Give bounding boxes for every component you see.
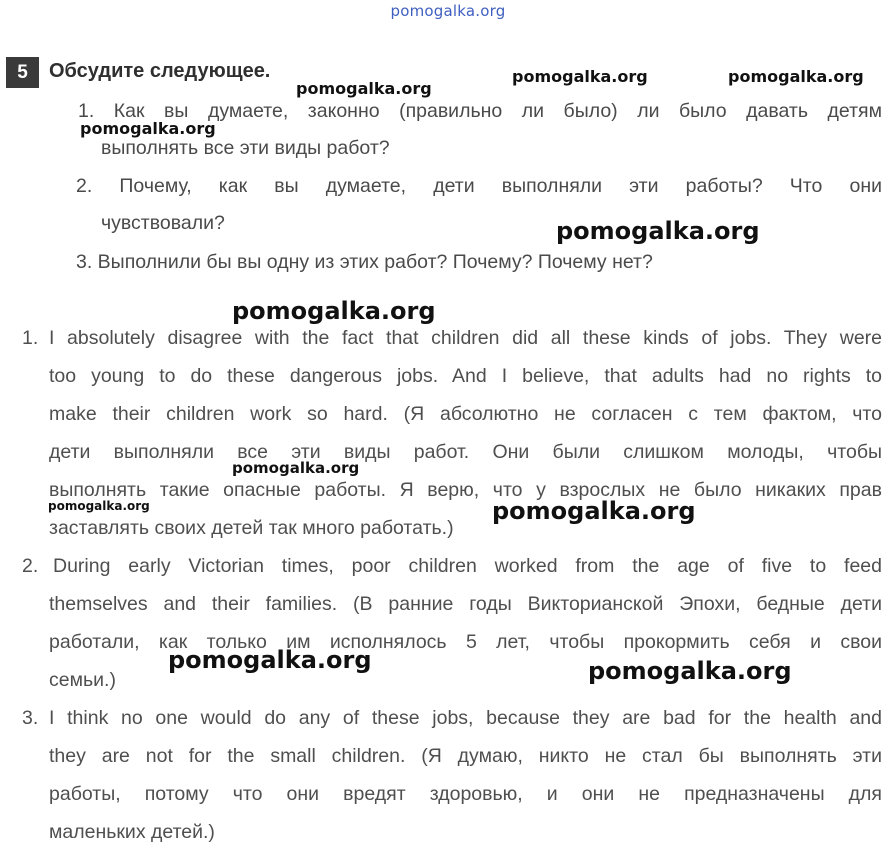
- watermark: pomogalka.org: [48, 499, 150, 513]
- question-2-line-2: чувствовали?: [101, 212, 225, 234]
- answer-3-line: they are not for the small children. (Я думаю, никто не стал бы выполнять эти: [49, 745, 882, 767]
- watermark: pomogalka.org: [728, 67, 864, 86]
- watermark: pomogalka.org: [232, 459, 360, 477]
- watermark: pomogalka.org: [168, 646, 372, 674]
- exercise-number-badge: 5: [6, 57, 39, 88]
- watermark: pomogalka.org: [232, 297, 436, 325]
- answer-3-line: работы, потому что они вредят здоровью, и они не предназначены для: [49, 783, 882, 805]
- answer-2-line: семьи.): [49, 669, 116, 691]
- answer-3-line: I think no one would do any of these jobs, because they are bad for the health and: [49, 707, 882, 729]
- answer-3-number: 3.: [22, 707, 39, 729]
- watermark: pomogalka.org: [80, 119, 216, 138]
- answer-1-line: too young to do these dangerous jobs. And I believe, that adults had no rights to: [49, 365, 882, 387]
- question-1-line-1: 1. Как вы думаете, законно (правильно ли было) ли было давать детям: [78, 100, 882, 122]
- watermark: pomogalka.org: [296, 79, 432, 98]
- site-header-link[interactable]: pomogalka.org: [390, 2, 506, 20]
- question-1-line-2: выполнять все эти виды работ?: [101, 137, 390, 159]
- answer-1-line: make their children work so hard. (Я абсолютно не согласен с тем фактом, что: [49, 403, 882, 425]
- answer-2-line: During early Victorian times, poor children worked from the age of five to feed: [53, 555, 882, 577]
- exercise-title: Обсудите следующее.: [49, 60, 271, 82]
- answer-1-line: заставлять своих детей так много работать.): [49, 517, 454, 539]
- watermark: pomogalka.org: [492, 497, 696, 525]
- watermark: pomogalka.org: [588, 657, 792, 685]
- answer-1-number: 1.: [22, 327, 39, 349]
- answer-2-line: работали, как только им исполнялось 5 лет, чтобы прокормить себя и свои: [49, 631, 882, 653]
- question-2-line-1: 2. Почему, как вы думаете, дети выполняли эти работы? Что они: [76, 175, 882, 197]
- answer-2-line: themselves and their families. (В ранние годы Викторианской Эпохи, бедные дети: [49, 593, 882, 615]
- answer-1-line: I absolutely disagree with the fact that children did all these kinds of jobs. They were: [49, 327, 882, 349]
- answer-2-number: 2.: [22, 555, 39, 577]
- question-3-line-1: 3. Выполнили бы вы одну из этих работ? Почему? Почему нет?: [76, 251, 653, 273]
- answer-1-line: выполнять такие опасные работы. Я верю, что у взрослых не было никаких прав: [49, 479, 882, 501]
- answer-3-line: маленьких детей.): [49, 821, 215, 843]
- watermark: pomogalka.org: [512, 67, 648, 86]
- watermark: pomogalka.org: [556, 217, 760, 245]
- answer-1-line: дети выполняли все эти виды работ. Они были слишком молоды, чтобы: [49, 441, 882, 463]
